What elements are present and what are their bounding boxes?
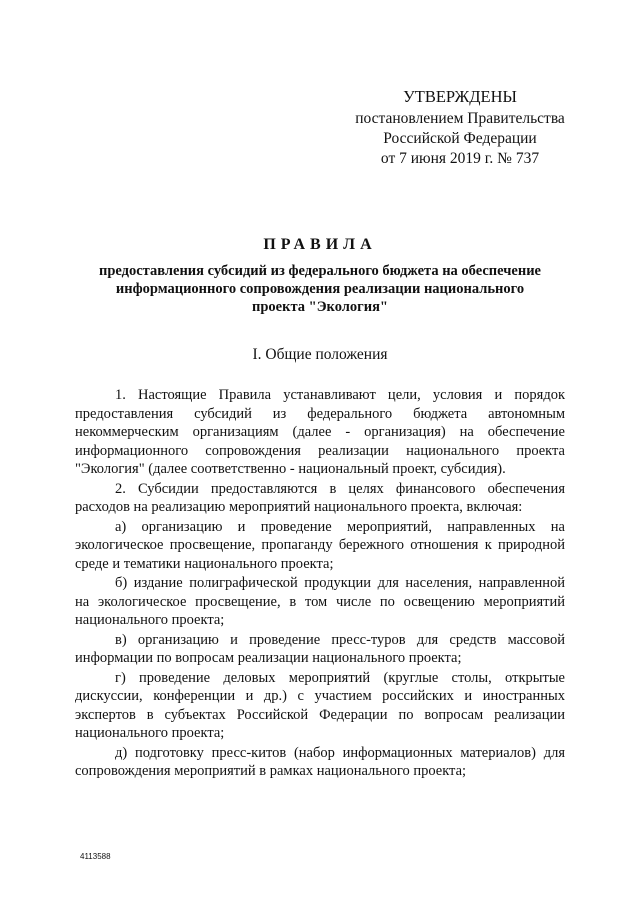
document-title: ПРАВИЛА: [263, 236, 377, 253]
paragraph-2c: в) организацию и проведение пресс-туров для средств массовой информации по вопросам реализации национального проекта;: [75, 631, 565, 666]
paragraph-1: 1. Настоящие Правила устанавливают цели, условия и порядок предоставления субсидий из федерального бюджета автономным некоммерческим организациям (далее - организация) на обеспечение информационного сопровождения реализации национального проекта "Экология" (далее соответственно - национальный проект, субсидия).: [75, 387, 565, 477]
document-number: 4113588: [80, 852, 111, 861]
paragraph-2d: г) проведение деловых мероприятий (круглые столы, открытые дискуссии, конференции и др.) с участием российских и иностранных экспертов в субъектах Российской Федерации по вопросам реализации национального проекта;: [75, 669, 565, 741]
paragraph-2e: д) подготовку пресс-китов (набор информационных материалов) для сопровождения мероприятий в рамках национального проекта;: [75, 744, 565, 779]
approval-heading: УТВЕРЖДЕНЫ: [403, 87, 517, 106]
approval-block: [350, 87, 570, 169]
approval-line-1: постановлением Правительства: [355, 110, 565, 127]
approval-line-2: Российской Федерации: [383, 130, 537, 147]
paragraph-2a: а) организацию и проведение мероприятий, направленных на экологическое просвещение, пропаганду бережного отношения к природной среде и тематики национального проекта;: [75, 518, 565, 572]
document-body: [75, 386, 565, 782]
paragraph-2b: б) издание полиграфической продукции для населения, направленной на экологическое просвещение, в том числе по освещению мероприятий национального проекта;: [75, 575, 565, 628]
paragraph-2: 2. Субсидии предоставляются в целях финансового обеспечения расходов на реализацию мероприятий национального проекта, включая:: [75, 480, 565, 515]
approval-line-3: от 7 июня 2019 г. № 737: [380, 150, 540, 167]
document-subtitle: предоставления субсидий из федерального бюджета на обеспечение информационного сопровождения реализации национального проекта "Экология": [99, 263, 541, 315]
section-heading: I. Общие положения: [252, 346, 388, 363]
